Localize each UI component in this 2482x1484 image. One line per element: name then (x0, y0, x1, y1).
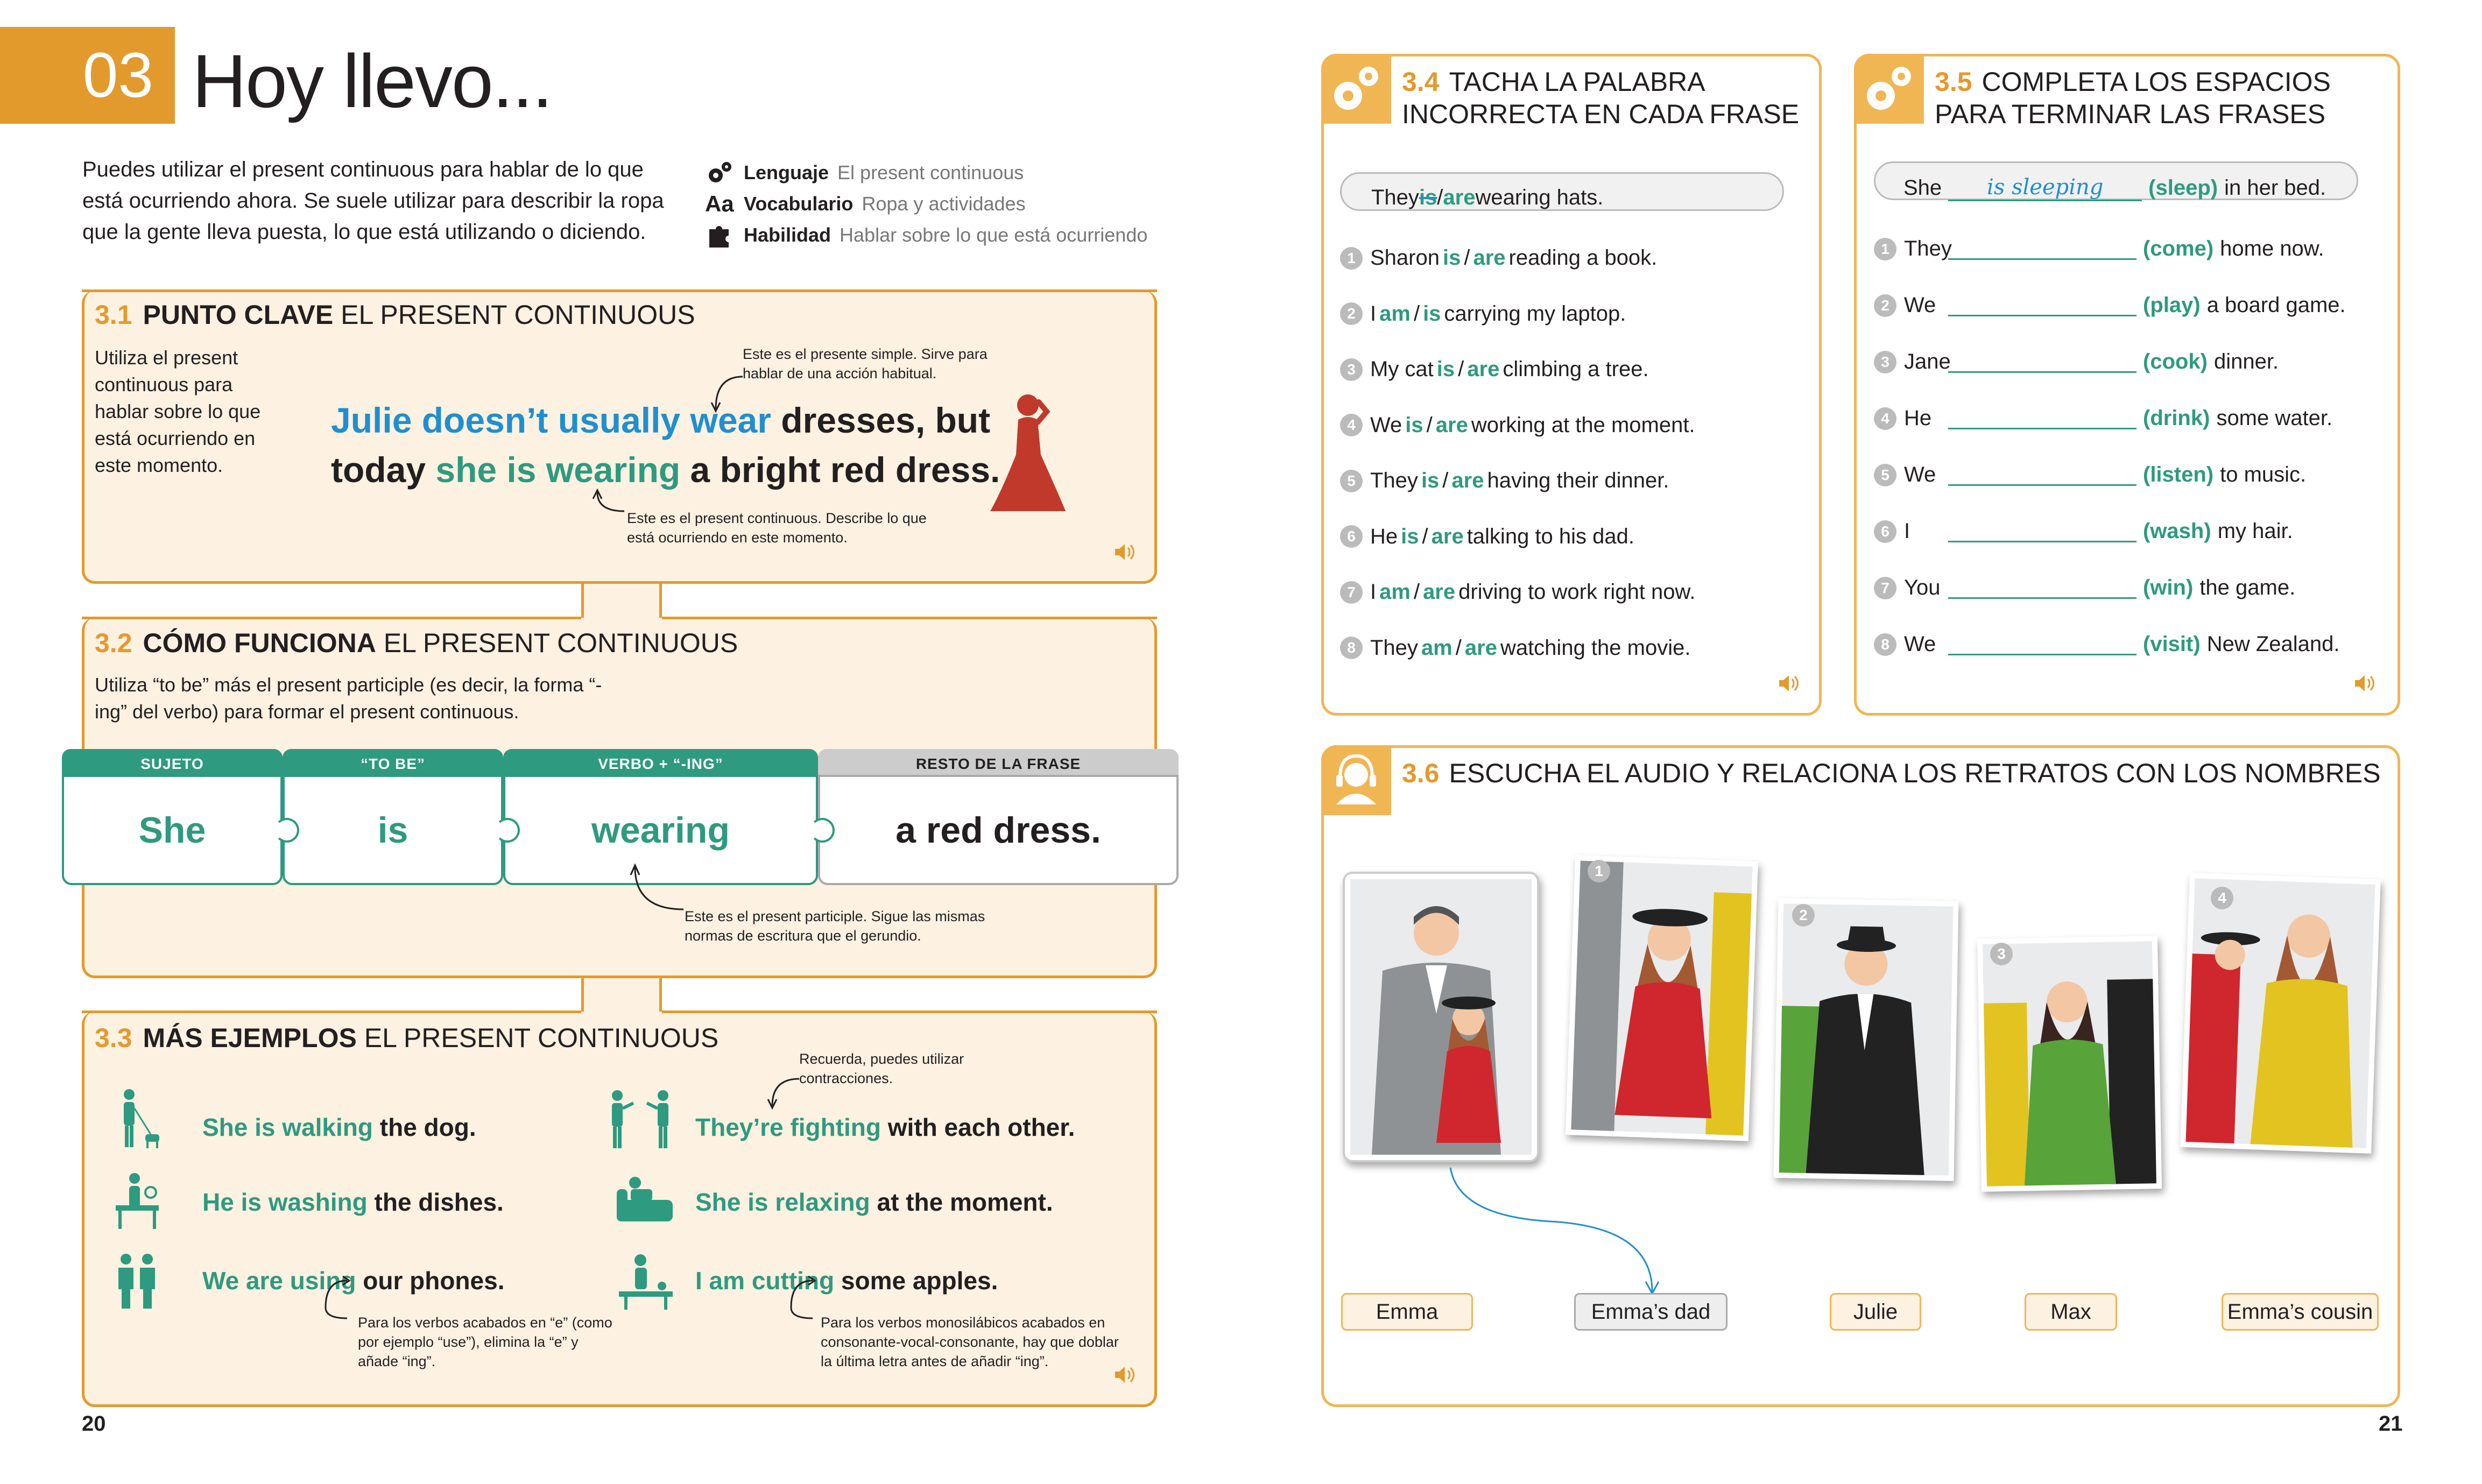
phones-icon (113, 1248, 161, 1313)
exercise-3-4-item (1340, 580, 1695, 604)
example-present-continuous: she is wearing (435, 450, 681, 490)
option-b[interactable]: are (1473, 246, 1506, 270)
option-b[interactable]: are (1423, 580, 1456, 604)
subject: He (1904, 406, 1932, 430)
example-verb: They’re fighting (695, 1113, 881, 1141)
item-number: 3 (1340, 358, 1363, 381)
section-title-bold: MÁS EJEMPLOS (143, 1023, 357, 1053)
listening-head-icon (1321, 745, 1391, 815)
section-3-4-heading (1402, 66, 1800, 130)
separator: / (1442, 469, 1449, 492)
section-3-2-heading (95, 627, 738, 659)
exercise-3-5-item (1874, 519, 2293, 543)
item-text: My cat (1370, 357, 1434, 381)
meta-key: Vocabulario (744, 193, 854, 215)
example-present-simple: Julie doesn’t usually wear (331, 400, 771, 440)
item-text: They (1370, 469, 1418, 492)
box-top-rule (82, 617, 581, 619)
separator: / (1464, 246, 1470, 270)
note-contractions: Recuerda, puedes utilizar contracciones. (799, 1051, 964, 1086)
item-text: working at the moment. (1471, 413, 1695, 437)
separator: / (1413, 580, 1420, 604)
page-number-right: 21 (2379, 1412, 2403, 1436)
item-number: 4 (1340, 414, 1363, 436)
section-title-bold: CÓMO FUNCIONA (143, 628, 376, 658)
answer-blank[interactable] (1948, 351, 2137, 373)
audio-speaker-icon[interactable] (1113, 1364, 1137, 1386)
example-text: dresses, but (771, 400, 991, 440)
portrait-number: 1 (1588, 860, 1610, 882)
box-top-rule (662, 617, 1157, 619)
answer-blank[interactable] (1948, 577, 2137, 599)
portrait-group-green (1977, 936, 2162, 1192)
correct-word: are (1443, 186, 1476, 209)
section-title-bold: PUNTO CLAVE (143, 300, 334, 330)
subject: We (1904, 463, 1936, 486)
item-text: climbing a tree. (1503, 357, 1649, 381)
example-verb: We are using (202, 1267, 356, 1295)
exercise-3-4-item (1340, 413, 1695, 437)
answer-blank[interactable] (1948, 238, 2137, 260)
section-3-4-box (1321, 54, 1822, 716)
aa-icon: Aa (705, 191, 734, 216)
page-title: Hoy llevo... (192, 39, 552, 123)
option-b[interactable]: is (1423, 301, 1441, 326)
option-a[interactable]: is (1405, 413, 1423, 437)
cutting-apples-icon (614, 1248, 678, 1313)
puzzle-piece-to-be: is (283, 775, 503, 885)
item-text: Sharon (1370, 246, 1440, 270)
option-b[interactable]: are (1451, 469, 1484, 492)
gear-tile (1321, 54, 1391, 124)
verb-hint: (listen) (2143, 463, 2214, 486)
meta-language (705, 157, 1024, 188)
option-a[interactable]: am (1379, 580, 1411, 604)
item-number: 2 (1874, 294, 1896, 317)
section-title: ESCUCHA EL AUDIO Y RELACIONA LOS RETRATOS CON LOS NOMBRES (1449, 758, 2381, 788)
subject: I (1904, 519, 1910, 543)
item-text: the game. (2199, 576, 2296, 599)
section-number: 3.3 (95, 1023, 132, 1053)
item-number: 5 (1340, 470, 1363, 492)
section-3-6-heading (1402, 757, 2387, 789)
item-number: 7 (1340, 581, 1363, 604)
item-text: a board game. (2206, 293, 2346, 317)
puzzle-piece-subject: She (62, 775, 283, 885)
meta-value: Hablar sobre lo que está ocurriendo (840, 224, 1148, 246)
item-text: my hair. (2217, 519, 2293, 543)
portrait-2[interactable] (1773, 898, 1958, 1181)
answer-blank[interactable] (1948, 634, 2137, 655)
woman-in-dress-icon (974, 390, 1071, 514)
exercise-3-5-item (1874, 350, 2279, 374)
verb-hint: (drink) (2143, 406, 2210, 430)
verb-hint: (visit) (2143, 632, 2201, 656)
exercise-3-5-item (1874, 576, 2295, 600)
audio-speaker-icon[interactable] (1113, 541, 1137, 563)
example-left-2 (202, 1188, 504, 1217)
option-b[interactable]: are (1467, 357, 1500, 381)
box-top-rule (82, 289, 1157, 292)
exercise-3-5-item (1874, 293, 2346, 317)
option-b[interactable]: are (1464, 635, 1497, 660)
portrait-emma-and-dad (1345, 874, 1537, 1160)
answer-blank[interactable] (1948, 408, 2137, 429)
example-text: a bright red dress. (680, 450, 1000, 490)
section-3-5-box (1854, 54, 2400, 716)
exercise-3-5-item (1874, 406, 2332, 430)
example-verb: She is walking (202, 1113, 373, 1141)
item-number: 8 (1340, 637, 1363, 659)
option-a[interactable]: is (1421, 469, 1440, 492)
intro-text: Puedes utilizar el present continuous para hablar de lo que está ocurriendo ahora. Se suele utilizar para describir la ropa que la gente lleva puesta, lo que está utilizando o diciendo. (82, 158, 664, 244)
gears-icon (1321, 54, 1391, 124)
washing-dishes-icon (113, 1168, 161, 1232)
exercise-3-4-item (1340, 636, 1690, 660)
verb-hint: (cook) (2143, 350, 2208, 373)
audio-speaker-icon[interactable] (2353, 673, 2377, 694)
subject: She (1903, 176, 1942, 200)
note-present-participle: Este es el present participle. Sigue las mismas normas de escritura que el gerundio. (685, 908, 985, 944)
subject: We (1904, 632, 1936, 656)
exercise-3-5-item (1874, 463, 2306, 487)
verb-hint: (sleep) (2148, 176, 2218, 200)
example-text: our phones. (356, 1267, 505, 1295)
dog-walking-icon (113, 1087, 161, 1151)
meta-key: Lenguaje (744, 161, 829, 183)
item-text: He (1370, 524, 1398, 548)
verb-hint: (wash) (2143, 519, 2211, 543)
example-right-1 (695, 1113, 1075, 1142)
puzzle-piece-rest: a red dress. (818, 775, 1179, 885)
option-b[interactable]: are (1435, 413, 1468, 437)
item-number: 1 (1340, 247, 1363, 270)
option-b[interactable]: are (1431, 524, 1464, 548)
box-top-rule (662, 1010, 1157, 1013)
section-title: TACHA LA PALABRA INCORRECTA EN CADA FRASE (1402, 67, 1800, 129)
item-text: talking to his dad. (1466, 524, 1634, 548)
portrait-number: 4 (2211, 887, 2233, 909)
puzzle-header-subject: SUJETO (62, 749, 283, 779)
item-text: carrying my laptop. (1444, 301, 1626, 326)
subject: We (1904, 293, 1936, 317)
puzzle-header-to-be: “TO BE” (283, 749, 503, 779)
gears-icon (1854, 54, 1924, 124)
puzzle-header-verb-ing: VERBO + “-ING” (503, 749, 818, 779)
meta-value: Ropa y actividades (862, 193, 1026, 215)
option-a[interactable]: is (1442, 246, 1461, 270)
note-present-continuous: Este es el present continuous. Describe lo que está ocurriendo en este momento. (627, 510, 927, 546)
exercise-3-5-example (1903, 175, 2326, 201)
item-number: 7 (1874, 577, 1896, 599)
item-text: New Zealand. (2206, 632, 2340, 656)
example-text: with each other. (881, 1113, 1075, 1141)
item-number: 8 (1874, 633, 1896, 656)
name-tag-max[interactable]: Max (2025, 1293, 2117, 1331)
section-3-2-description: Utiliza “to be” más el present participle (es decir, la forma “-ing” del verbo) para formar el present continuous. (95, 674, 602, 723)
verb-hint: (come) (2143, 237, 2214, 260)
name-tag-julie[interactable]: Julie (1830, 1293, 1921, 1331)
separator: / (1458, 357, 1464, 381)
section-number: 3.5 (1935, 67, 1972, 97)
exercise-3-4-item (1340, 357, 1649, 381)
audio-speaker-icon[interactable] (1777, 673, 1801, 694)
section-3-1-example (331, 395, 1004, 494)
exercise-3-4-item (1340, 469, 1669, 493)
meta-skill (705, 220, 1147, 251)
exercise-3-4-item (1340, 246, 1657, 270)
item-text: They (1370, 635, 1418, 660)
subject: They (1904, 237, 1952, 260)
example-verb: I am cutting (695, 1267, 835, 1295)
note-arrow (587, 487, 630, 519)
exercise-3-5-item (1874, 237, 2324, 261)
section-title-rest: EL PRESENT CONTINUOUS (341, 300, 695, 330)
separator: / (1422, 524, 1428, 548)
exercise-3-4-item (1340, 302, 1626, 326)
exercise-3-4-example (1371, 186, 1603, 210)
note-verbs-ending-e: Para los verbos acabados en “e” (como por ejemplo “use”), elimina la “e” y añade “ing”. (358, 1315, 612, 1369)
gears-icon (705, 159, 735, 186)
match-arrow (1442, 1162, 1668, 1302)
headphones-tile (1321, 745, 1391, 815)
example-text: the dishes. (367, 1188, 504, 1216)
filled-answer: is sleeping (1948, 175, 2142, 201)
section-3-5-heading (1935, 66, 2387, 130)
section-number: 3.4 (1402, 67, 1440, 97)
fighting-icon (604, 1087, 679, 1151)
note-cvc-verbs: Para los verbos monosilábicos acabados en consonante-vocal-consonante, hay que doblar la última letra antes de añadir “ing”. (821, 1315, 1119, 1369)
separator: / (1455, 635, 1462, 660)
separator: / (1437, 186, 1443, 209)
example-text: the dog. (373, 1113, 476, 1141)
puzzle-piece-verb-ing: wearing (503, 775, 818, 885)
example-text: today (331, 450, 436, 490)
example-right-3 (695, 1266, 998, 1295)
meta-vocabulary (705, 188, 1026, 220)
page-number-left: 20 (82, 1412, 106, 1436)
item-number: 6 (1874, 520, 1896, 543)
note-arrow (759, 1068, 807, 1116)
section-3-1-heading (95, 299, 695, 330)
section-3-3-heading (95, 1022, 718, 1054)
item-number: 5 (1874, 464, 1896, 486)
subject: Jane (1904, 350, 1951, 373)
crossed-word: is (1419, 186, 1437, 209)
example-right-2 (695, 1188, 1053, 1217)
note-arrow (315, 1275, 363, 1329)
puzzle-icon (705, 222, 735, 249)
section-number: 3.2 (95, 628, 132, 658)
portrait-number: 3 (1990, 943, 2013, 965)
section-title-rest: EL PRESENT CONTINUOUS (364, 1023, 719, 1053)
exercise-3-5-item (1874, 632, 2339, 656)
portrait-woman-yellow-jacket (2180, 873, 2381, 1154)
puzzle-knob (495, 818, 520, 843)
example-left-1 (202, 1113, 476, 1142)
example-verb: He is washing (202, 1188, 368, 1216)
item-text: watching the movie. (1500, 635, 1691, 660)
item-number: 4 (1874, 407, 1896, 430)
portrait-4[interactable] (2180, 873, 2381, 1154)
note-arrow (624, 861, 689, 931)
example-text: in her bed. (2224, 176, 2326, 200)
item-number: 2 (1340, 302, 1363, 325)
portrait-example[interactable] (1343, 872, 1539, 1162)
separator: / (1413, 301, 1420, 326)
name-tag-emmas-cousin[interactable]: Emma’s cousin (2222, 1293, 2379, 1331)
note-present-simple: Este es el presente simple. Sirve para hablar de una acción habitual. (743, 346, 988, 381)
example-text: some apples. (834, 1267, 998, 1295)
example-text: wearing hats. (1475, 186, 1604, 209)
meta-value: El present continuous (837, 161, 1024, 183)
verb-hint: (win) (2143, 576, 2194, 599)
meta-key: Habilidad (744, 224, 831, 246)
section-3-1-description: Utiliza el present continuous para hablar sobre lo que está ocurriendo en este momento. (95, 347, 261, 476)
item-text: some water. (2216, 406, 2333, 430)
section-number: 3.6 (1402, 758, 1440, 788)
item-text: having their dinner. (1487, 469, 1669, 492)
chapter-number: 03 (0, 27, 175, 124)
item-text: home now. (2220, 237, 2324, 260)
section-title: COMPLETA LOS ESPACIOS PARA TERMINAR LAS FRASES (1935, 67, 2331, 129)
option-a[interactable]: is (1401, 524, 1419, 548)
verb-hint: (play) (2143, 293, 2201, 317)
name-tag-emmas-dad[interactable]: Emma’s dad (1574, 1293, 1727, 1331)
section-title-rest: EL PRESENT CONTINUOUS (383, 628, 738, 658)
portrait-1[interactable] (1566, 855, 1758, 1141)
item-number: 3 (1874, 351, 1896, 373)
name-tag-emma[interactable]: Emma (1341, 1293, 1473, 1331)
item-text: I (1370, 301, 1377, 326)
item-text: dinner. (2214, 350, 2279, 373)
example-text: They (1371, 186, 1419, 209)
subject: You (1904, 576, 1941, 599)
item-text: I (1370, 580, 1377, 604)
option-a[interactable]: is (1436, 357, 1455, 381)
item-text: We (1370, 413, 1402, 437)
option-a[interactable]: am (1421, 635, 1452, 660)
puzzle-knob (810, 818, 835, 843)
portrait-3[interactable] (1977, 936, 2162, 1192)
item-number: 6 (1340, 525, 1363, 548)
portrait-number: 2 (1792, 904, 1815, 927)
item-text: reading a book. (1508, 246, 1658, 270)
relaxing-icon (614, 1168, 678, 1232)
box-top-rule (82, 1010, 581, 1013)
item-text: to music. (2220, 463, 2307, 486)
option-a[interactable]: am (1379, 301, 1411, 326)
item-text: driving to work right now. (1458, 580, 1696, 604)
item-number: 1 (1874, 238, 1896, 260)
gear-tile (1854, 54, 1924, 124)
example-verb: She is relaxing (695, 1188, 870, 1216)
answer-blank[interactable] (1948, 464, 2137, 486)
portrait-woman-red-dress (1566, 855, 1758, 1141)
puzzle-header-rest: RESTO DE LA FRASE (818, 749, 1179, 779)
exercise-3-4-item (1340, 525, 1634, 549)
answer-blank[interactable] (1948, 521, 2137, 542)
portrait-man-black-suit (1773, 898, 1958, 1181)
puzzle-knob (274, 818, 299, 843)
answer-blank[interactable] (1948, 295, 2137, 316)
section-number: 3.1 (95, 300, 132, 330)
separator: / (1426, 413, 1433, 437)
example-text: at the moment. (870, 1188, 1053, 1216)
